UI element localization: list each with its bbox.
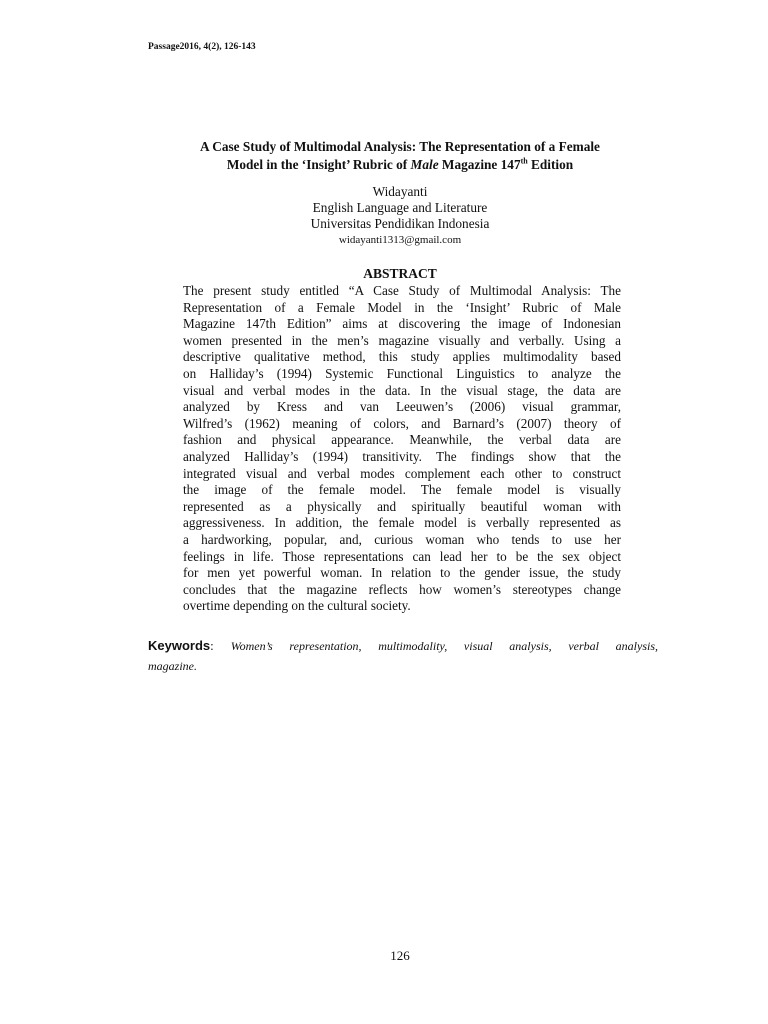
title-line-1: A Case Study of Multimodal Analysis: The Representation of a Female — [200, 139, 600, 154]
keywords-section — [148, 636, 658, 676]
title-magazine-name: Male — [410, 157, 439, 172]
title-line-2-start: Model in the ‘Insight’ Rubric of — [226, 157, 411, 172]
abstract-line: overtime depending on the cultural society. — [183, 598, 411, 614]
abstract-line: Magazine 147th Edition” aims at discovering the image of Indonesian — [183, 316, 621, 332]
abstract-line: for men yet powerful woman. In relation to the gender issue, the study — [183, 565, 621, 581]
title-line-2-middle: Magazine 147 — [438, 157, 521, 172]
title-line-2 — [120, 156, 680, 174]
abstract-heading: ABSTRACT — [363, 266, 437, 281]
paper-title — [120, 138, 680, 174]
page-number: 126 — [390, 948, 410, 963]
abstract-line: The present study entitled “A Case Study of Multimodal Analysis: The — [183, 283, 621, 298]
abstract-line: integrated visual and verbal modes complement each other to construct — [183, 465, 621, 481]
abstract-line: represented as a physically and spiritually beautiful woman with — [183, 498, 621, 514]
keywords-separator: : — [210, 638, 214, 653]
abstract-line: analyzed Halliday’s (1994) transitivity. The findings show that the — [183, 448, 621, 464]
abstract-body — [183, 283, 621, 615]
abstract-line: concludes that the magazine reflects how women’s stereotypes change — [183, 581, 621, 597]
author-university: Universitas Pendidikan Indonesia — [310, 216, 490, 231]
abstract-line: visual and verbal modes in the data. In the visual stage, the data are — [183, 382, 621, 398]
title-line-2-end: Edition — [527, 157, 574, 172]
title-superscript: th — [520, 156, 528, 166]
abstract-line: descriptive qualitative method, this study applies multimodality based — [183, 349, 621, 365]
keywords-label: Keywords — [148, 638, 211, 653]
journal-reference: Passage2016, 4(2), 126-143 — [148, 42, 256, 52]
abstract-line: on Halliday’s (1994) Systemic Functional Linguistics to analyze the — [183, 365, 621, 381]
abstract-line: aggressiveness. In addition, the female model is verbally represented as — [183, 515, 621, 531]
author-department: English Language and Literature — [312, 200, 488, 215]
keywords-line-2 — [148, 656, 658, 676]
abstract-line: fashion and physical appearance. Meanwhile, the verbal data are — [183, 432, 621, 448]
author-name: Widayanti — [372, 184, 428, 199]
abstract-line: a hardworking, popular, and, curious woman who tends to use her — [183, 531, 621, 547]
abstract-line: analyzed by Kress and van Leeuwen’s (2006) visual grammar, — [183, 399, 621, 415]
abstract-line: Wilfred’s (1962) meaning of colors, and Barnard’s (2007) theory of — [183, 415, 621, 431]
author-email: widayanti1313@gmail.com — [338, 234, 462, 246]
author-block — [120, 184, 680, 248]
keywords-list: Women’s representation, multimodality, visual analysis, verbal analysis, — [230, 639, 659, 653]
abstract-line: Representation of a Female Model in the ‘Insight’ Rubric of Male — [183, 299, 621, 315]
abstract-line: the image of the female model. The female model is visually — [183, 482, 621, 498]
abstract-line: feelings in life. Those representations can lead her to be the sex object — [183, 548, 621, 564]
abstract-line: women presented in the men’s magazine visually and verbally. Using a — [183, 332, 621, 348]
keywords-line-1 — [148, 636, 658, 656]
keywords-list-continued: magazine. — [148, 659, 197, 673]
